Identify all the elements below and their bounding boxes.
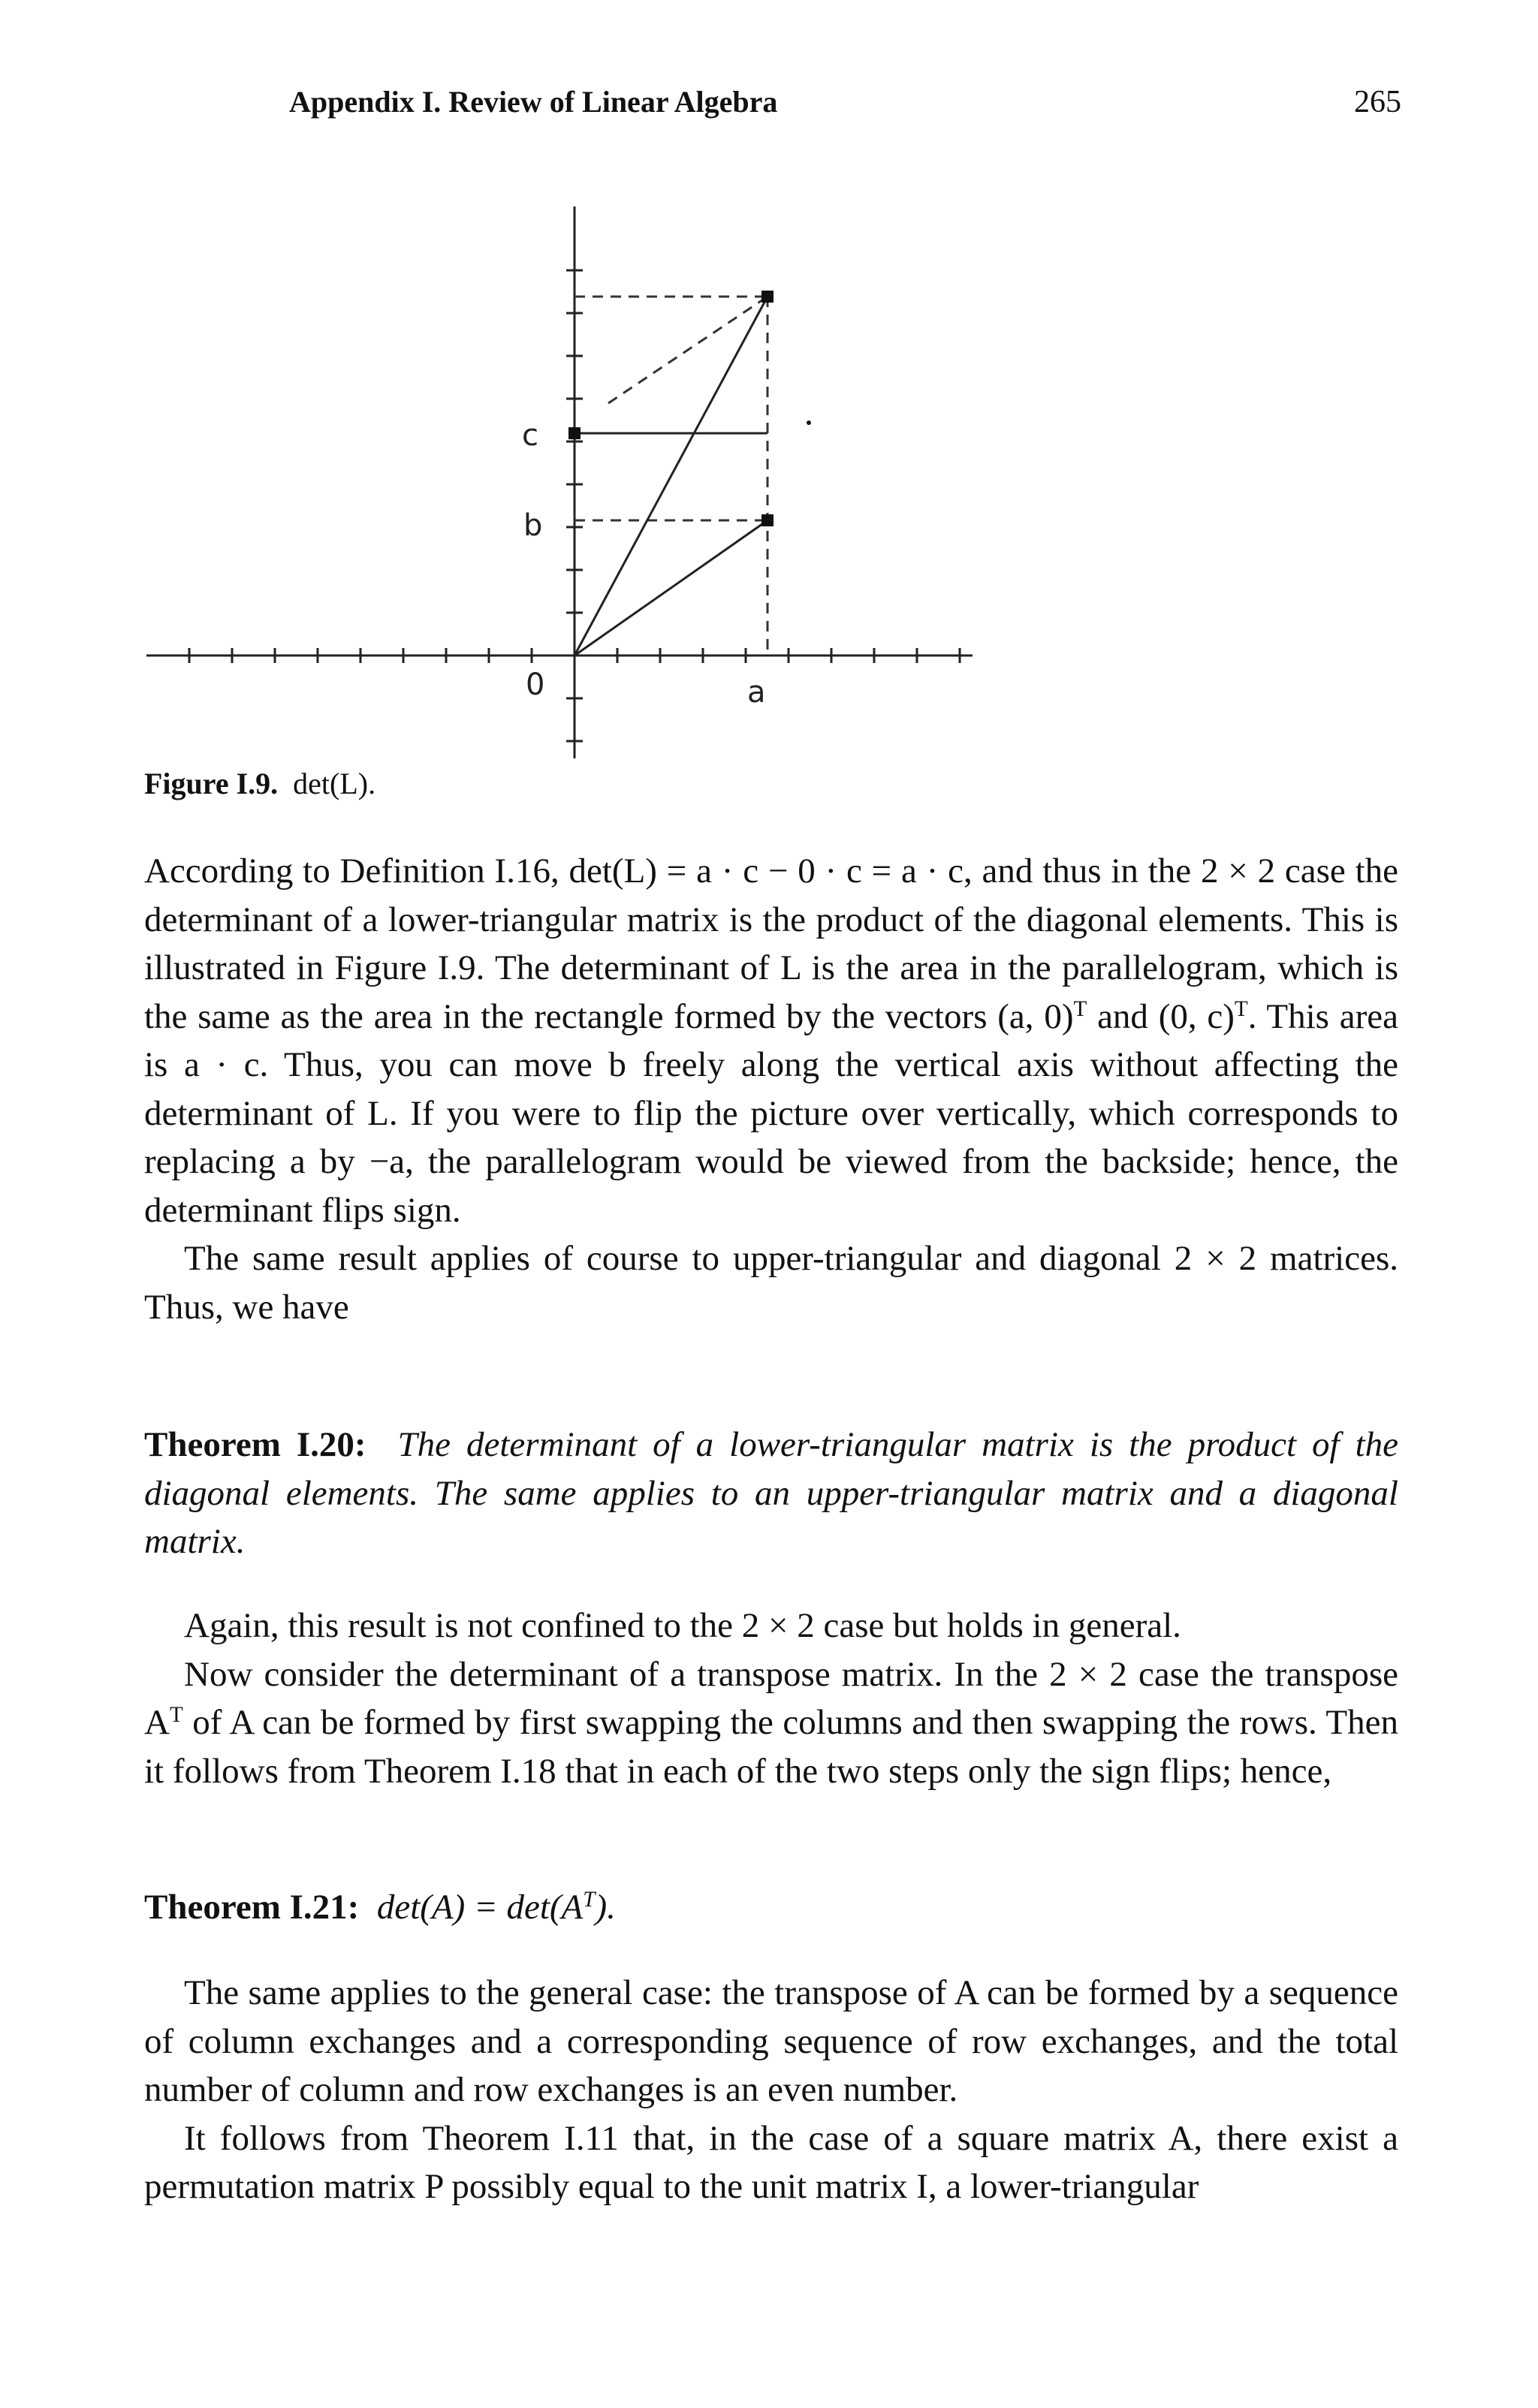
theorem-i21-body: $\det(A) = \det(A^T)$. [376, 1887, 616, 1927]
vector-to-b [574, 520, 767, 655]
running-header: Appendix I. Review of Linear Algebra [289, 85, 778, 119]
theorem-i20-label: Theorem I.20: [144, 1425, 366, 1464]
body-text-middle [144, 1602, 1398, 1795]
marker-b [761, 514, 774, 526]
dashed-diagonal [608, 297, 767, 403]
figure-caption [144, 766, 375, 801]
paragraph-transpose: Now consider the determinant of a transpose matrix. In the 2 × 2 case the transpose $A^T$ of A can be formed by first swapping the columns and then swapping the rows. Then it follows from Theorem I.18 that in each of the two steps only the sign flips; hence, [144, 1654, 1398, 1791]
marker-top [761, 291, 774, 303]
label-c: c [522, 418, 538, 453]
page-number: 265 [1354, 85, 1401, 119]
paragraph-theorem-i11: It follows from Theorem I.11 that, in the case of a square matrix A, there exist a permutation matrix P possibly equal to the unit matrix I, a lower-triangular [144, 2118, 1398, 2206]
paragraph-not-confined: Again, this result is not confined to the 2 × 2 case but holds in general. [184, 1606, 1181, 1645]
theorem-i20 [144, 1421, 1398, 1566]
label-a: a [747, 675, 766, 710]
label-origin: 0 [526, 668, 545, 702]
point-markers [568, 291, 811, 526]
theorem-i21 [144, 1883, 1398, 1932]
paragraph-determinant-l: According to Definition I.16, det(L) = a · c − 0 · c = a · c, and thus in the 2 × 2 case the determinant of a lower-triangular matrix is the product of the diagonal elements. This is illustrated in Figure I.9. The determinant of L is the area in the parallelogram, which is the same as the area in the rectangle formed by the vectors (a, 0)$^T$ and (0, c)$^T$. This area is a · c. Thus, you can move b freely along the vertical axis without affecting the determinant of L. If you were to flip the picture over vertically, which corresponds to replacing a by −a, the parallelogram would be viewed from the backside; hence, the determinant flips sign. [144, 851, 1398, 1230]
label-b: b [523, 508, 543, 543]
figure-caption-text: det(L). [293, 767, 376, 800]
vectors [574, 297, 767, 655]
theorem-i20-body: The determinant of a lower-triangular matrix is the product of the diagonal elements. The same applies to an upper-triangular matrix and a diagonal matrix. [144, 1425, 1398, 1561]
figure-caption-label: Figure I.9. [144, 767, 279, 800]
marker-c [568, 427, 581, 439]
vector-to-top [574, 297, 767, 655]
figure-axes [146, 206, 973, 758]
theorem-i21-label: Theorem I.21: [144, 1888, 360, 1927]
stray-dot [807, 420, 811, 425]
body-text-bottom [144, 1969, 1398, 2211]
body-text-top [144, 847, 1398, 1331]
paragraph-general-case: The same applies to the general case: the transpose of A can be formed by a sequence of column exchanges and a corresponding sequence of row exchanges, and the total number of column and row exchanges is an even number. [144, 1973, 1398, 2109]
paragraph-same-result: The same result applies of course to upper-triangular and diagonal 2 × 2 matrices. Thus, we have [144, 1239, 1398, 1327]
figure-det-l [135, 199, 984, 770]
